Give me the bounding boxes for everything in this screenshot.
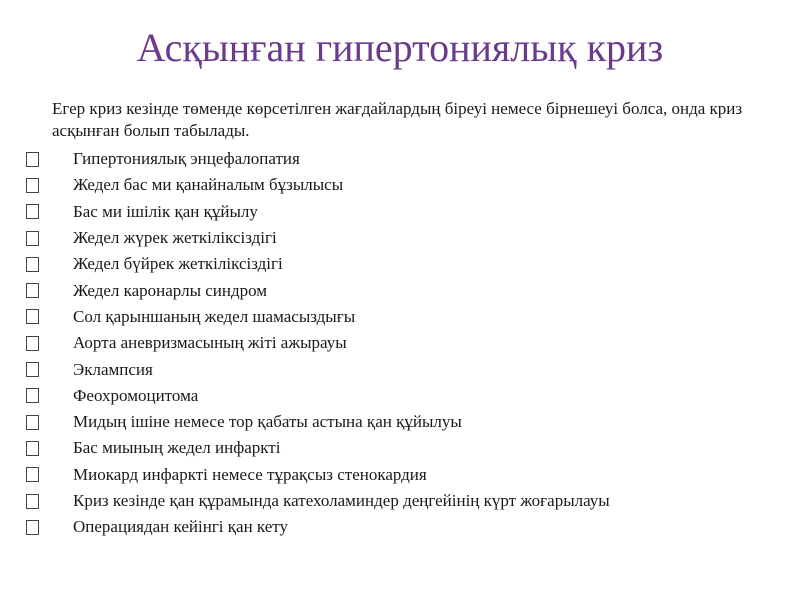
list-item-text: Мидың ішіне немесе тор қабаты астына қан құйылуы [73,412,462,432]
box-bullet-icon [26,388,39,403]
list-item-text: Жедел бүйрек жеткіліксіздігі [73,254,283,274]
list-item-text: Бас миының жедел инфаркті [73,438,281,458]
box-bullet-icon [26,309,39,324]
list-item [26,462,766,488]
complication-list [26,146,766,540]
list-item-text: Гипертониялық энцефалопатия [73,149,300,169]
list-item-text: Жедел бас ми қанайналым бұзылысы [73,175,344,195]
list-item [26,409,766,435]
list-item-text: Криз кезінде қан құрамында катехоламиндер деңгейінің күрт жоғарылауы [73,491,610,510]
slide-title: Асқынған гипертониялық криз [136,25,664,70]
list-item-text: Аорта аневризмасының жіті ажырауы [73,333,347,353]
list-item-text: Бас ми ішілік қан құйылу [73,201,258,221]
list-item [26,304,766,330]
list-item [26,383,766,409]
list-item [26,330,766,356]
list-item-text: Феохромоцитома [73,385,199,405]
list-item-text: Жедел каронарлы синдром [73,280,268,300]
box-bullet-icon [26,204,39,219]
box-bullet-icon [26,494,39,509]
list-item [26,225,766,251]
list-item [26,172,766,198]
box-bullet-icon [26,283,39,298]
list-item [26,146,766,172]
list-item-text: Жедел жүрек жеткіліксіздігі [73,228,277,248]
list-item-text: Миокард инфаркті немесе тұрақсыз стенокардия [73,464,427,484]
box-bullet-icon [26,520,39,535]
box-bullet-icon [26,178,39,193]
list-item [26,514,766,540]
list-item-text: Операциядан кейінгі қан кету [73,517,289,537]
list-item [26,277,766,303]
list-item-text: Эклампсия [73,359,153,379]
list-item [26,488,766,514]
box-bullet-icon [26,257,39,272]
box-bullet-icon [26,441,39,456]
list-item-text: Сол қарыншаның жедел шамасыздығы [73,306,356,326]
box-bullet-icon [26,336,39,351]
box-bullet-icon [26,362,39,377]
box-bullet-icon [26,415,39,430]
list-item [26,251,766,277]
box-bullet-icon [26,152,39,167]
box-bullet-icon [26,467,39,482]
list-item [26,199,766,225]
intro-paragraph: Егер криз кезінде төменде көрсетілген жағдайлардың біреуі немесе бірнешеуі болса, онда криз асқынған болып табылады. [52,99,743,140]
list-item [26,435,766,461]
box-bullet-icon [26,231,39,246]
list-item [26,356,766,382]
